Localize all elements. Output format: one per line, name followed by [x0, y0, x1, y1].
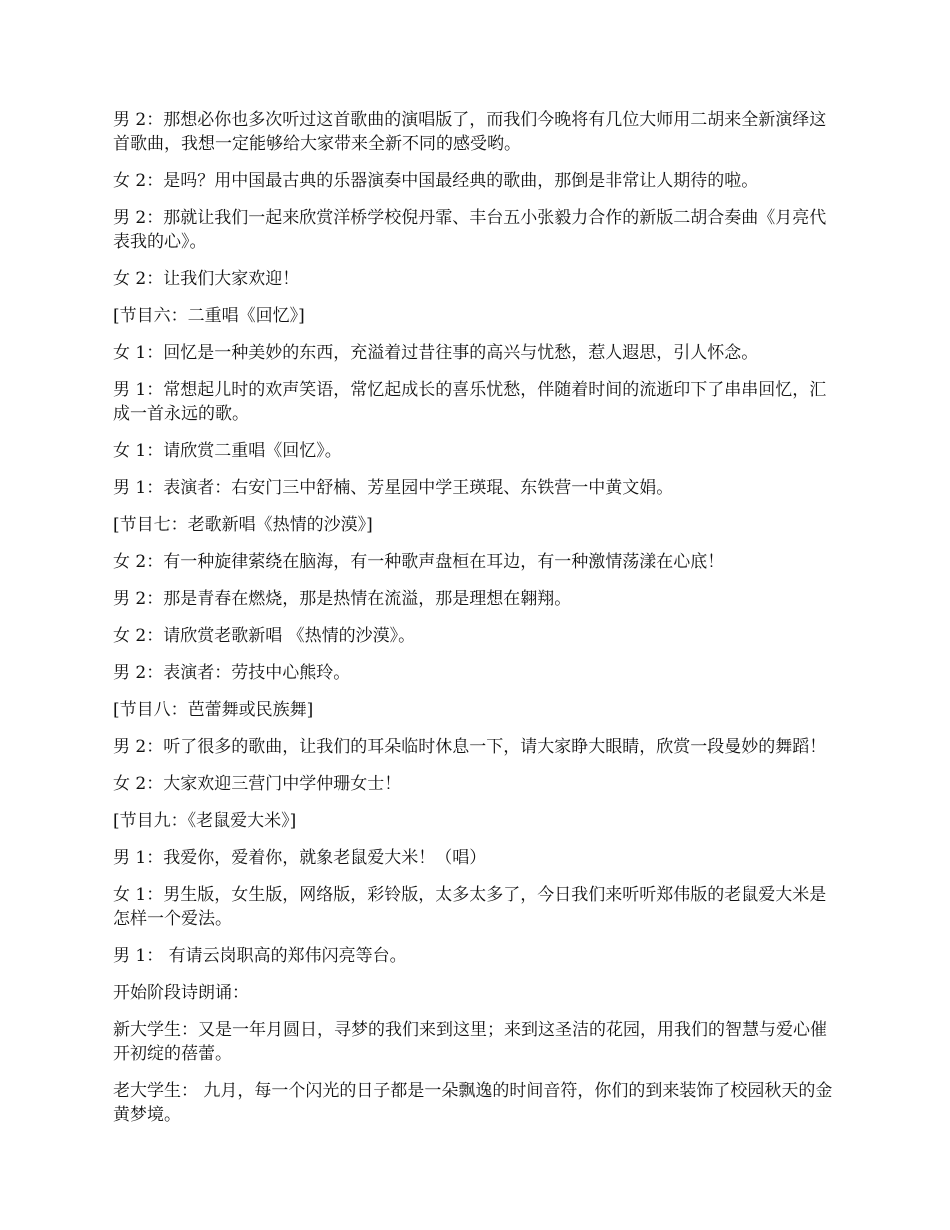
- paragraph: 老大学生： 九月，每一个闪光的日子都是一朵飘逸的时间音符，你们的到来装饰了校园秋天的金黄梦境。: [113, 1081, 833, 1125]
- paragraph: 女 1：男生版，女生版，网络版，彩铃版，太多太多了，今日我们来听听郑伟版的老鼠爱大米是怎样一个爱法。: [113, 885, 827, 929]
- paragraph: 男 1：常想起儿时的欢声笑语，常忆起成长的喜乐忧愁，伴随着时间的流逝印下了串串回忆，汇成一首永远的歌。: [113, 380, 827, 424]
- paragraph: 男 1： 有请云岗职高的郑伟闪亮等台。: [113, 946, 407, 966]
- paragraph: 男 2：听了很多的歌曲，让我们的耳朵临时休息一下，请大家睁大眼睛，欣赏一段曼妙的舞蹈！: [113, 737, 827, 757]
- paragraph: 女 2：让我们大家欢迎！: [113, 269, 300, 289]
- paragraph: 女 2：是吗？用中国最古典的乐器演奏中国最经典的歌曲，那倒是非常让人期待的啦。: [113, 171, 759, 191]
- paragraph: 男 1：表演者：右安门三中舒楠、芳星园中学王瑛琨、东铁营一中黄文娟。: [113, 478, 674, 498]
- paragraph: 女 2：有一种旋律萦绕在脑海，有一种歌声盘桓在耳边，有一种激情荡漾在心底！: [113, 552, 725, 572]
- paragraph: 女 1：请欣赏二重唱《回忆》。: [113, 441, 342, 461]
- paragraph: 开始阶段诗朗诵：: [113, 983, 249, 1003]
- paragraph: 新大学生：又是一年月圆日，寻梦的我们来到这里；来到这圣洁的花园，用我们的智慧与爱心催开初绽的蓓蕾。: [113, 1020, 827, 1064]
- section-heading: [节目七：老歌新唱《热情的沙漠》]: [113, 515, 373, 535]
- paragraph: 男 2：那是青春在燃烧，那是热情在流溢，那是理想在翱翔。: [113, 589, 572, 609]
- section-heading: [节目九：《老鼠爱大米》]: [113, 811, 297, 831]
- paragraph: 女 2：大家欢迎三营门中学仲珊女士！: [113, 774, 402, 794]
- paragraph: 男 2：那想必你也多次听过这首歌曲的演唱版了，而我们今晚将有几位大师用二胡来全新演绎这首歌曲，我想一定能够给大家带来全新不同的感受哟。: [113, 110, 827, 154]
- paragraph: 男 1：我爱你，爱着你，就象老鼠爱大米！（唱）: [113, 848, 487, 868]
- paragraph: 女 2：请欣赏老歌新唱 《热情的沙漠》。: [113, 626, 416, 646]
- document-body: [113, 108, 843, 1140]
- paragraph: 女 1：回忆是一种美妙的东西，充溢着过昔往事的高兴与忧愁，惹人遐思，引人怀念。: [113, 343, 759, 363]
- paragraph: 男 2：表演者：劳技中心熊玲。: [113, 663, 351, 683]
- paragraph: 男 2：那就让我们一起来欣赏洋桥学校倪丹霏、丰台五小张毅力合作的新版二胡合奏曲《月亮代表我的心》。: [113, 208, 827, 252]
- section-heading: [节目八：芭蕾舞或民族舞]: [113, 700, 314, 720]
- section-heading: [节目六：二重唱《回忆》]: [113, 306, 305, 326]
